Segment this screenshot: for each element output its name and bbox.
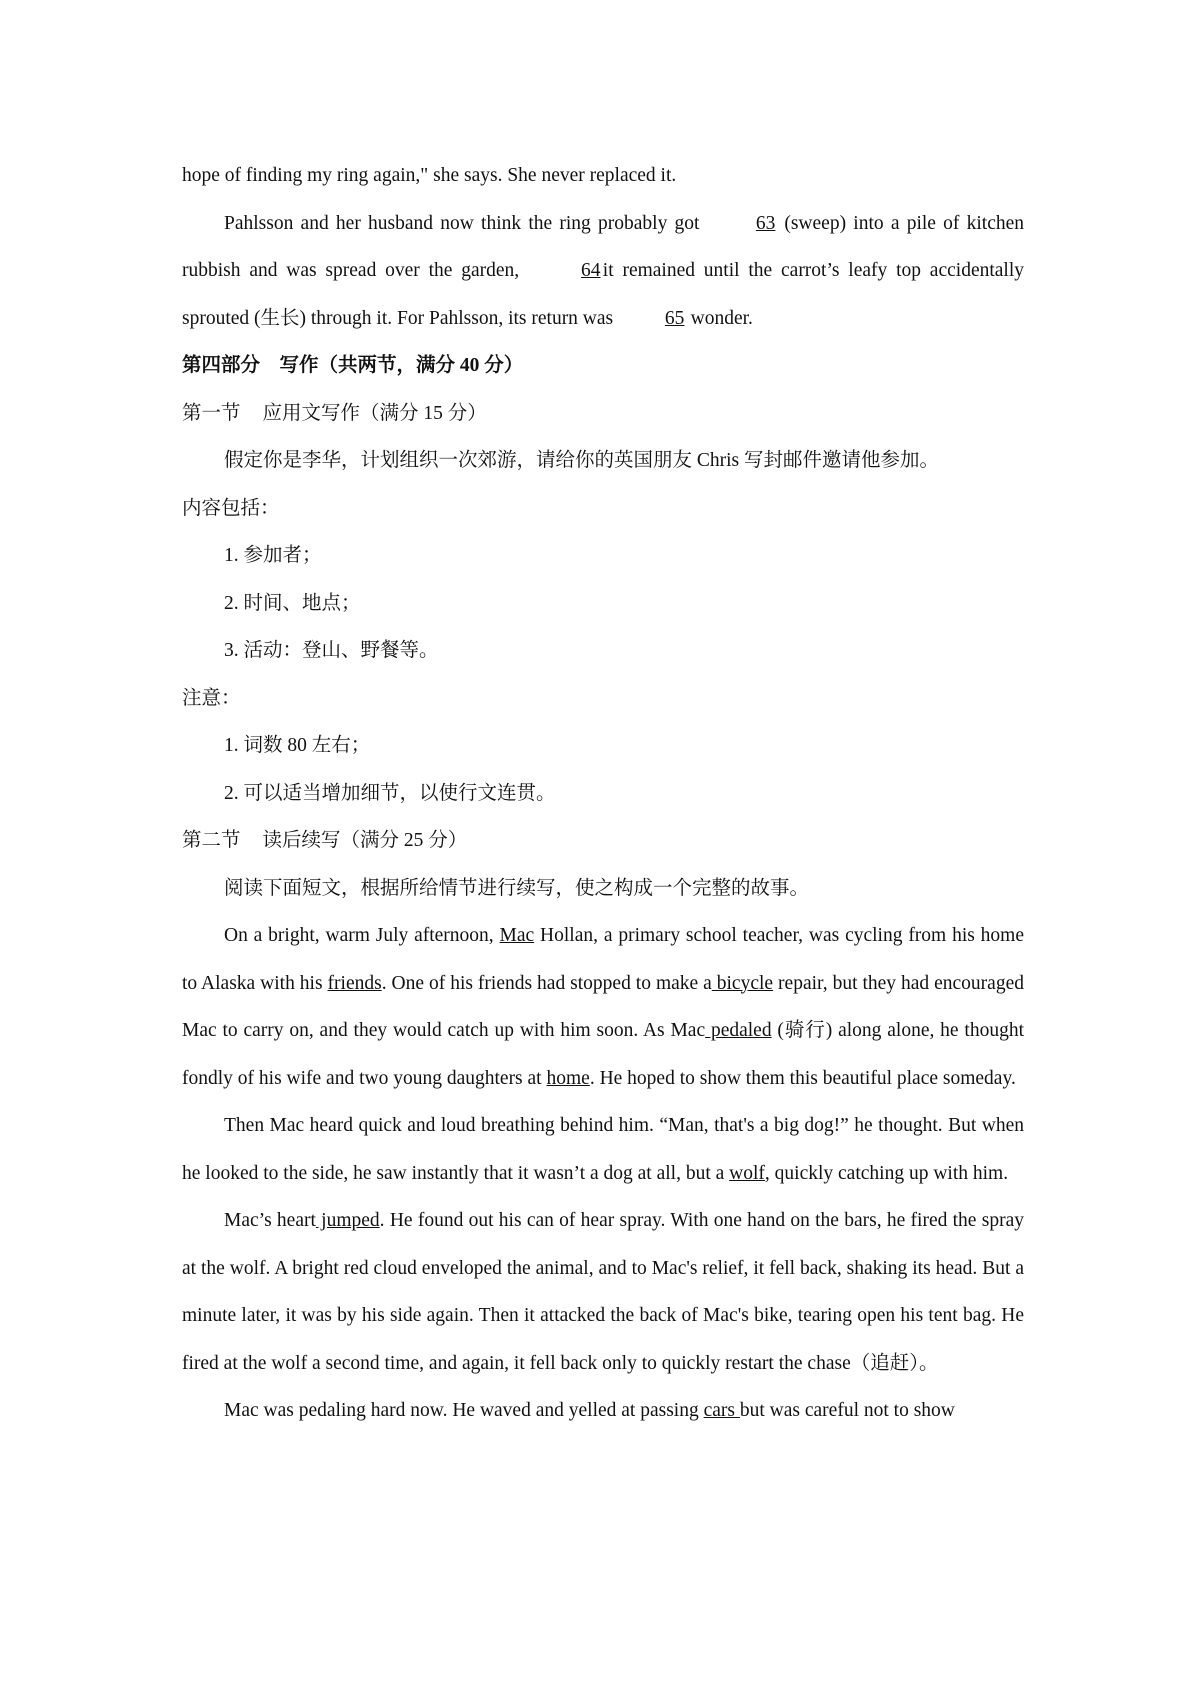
underlined-word: jumped bbox=[315, 1210, 380, 1231]
note-item: 1. 词数 80 左右； bbox=[224, 735, 371, 756]
section1-heading bbox=[182, 390, 1024, 438]
part4-heading: 第四部分 写作（共两节，满分 40 分） bbox=[182, 355, 524, 376]
note-item: 2. 可以适当增加细节，以使行文连贯。 bbox=[224, 782, 556, 804]
blank-64: 64 bbox=[581, 260, 601, 281]
blank-65: 65 bbox=[664, 307, 685, 329]
section1-prompt: 假定你是李华，计划组织一次郊游，请给你的英国朋友 Chris 写封邮件邀请他参加。 bbox=[224, 450, 940, 471]
underlined-word: cars bbox=[703, 1400, 740, 1421]
section2-title: 读后续写（满分 25 分） bbox=[262, 830, 468, 851]
story-text: but was careful not to show bbox=[739, 1400, 955, 1421]
underlined-word: pedaled bbox=[705, 1020, 772, 1041]
story-text: On a bright, warm July afternoon, bbox=[224, 925, 500, 946]
section2-number: 第二节 bbox=[182, 830, 241, 851]
content-item: 2. 时间、地点； bbox=[224, 592, 361, 614]
story-text: . One of his friends had stopped to make a bbox=[381, 972, 712, 994]
story-paragraph-4 bbox=[182, 1387, 1024, 1435]
story-text: Mac’s heart bbox=[224, 1210, 316, 1231]
story-text: (骑行) along alone, he thought fondly of his wife and two young daughters at bbox=[182, 1020, 1024, 1089]
paragraph-text: it remained until the carrot’s leafy top accidentally sprouted (生长) through it. For Pahlsson, its return was bbox=[182, 260, 1025, 329]
section2-instruction: 阅读下面短文，根据所给情节进行续写，使之构成一个完整的故事。 bbox=[224, 877, 810, 899]
story-paragraph-1 bbox=[182, 912, 1024, 1102]
story-paragraph-3 bbox=[182, 1197, 1024, 1387]
story-text: repair, but they had encouraged Mac to carry on, and they would catch up with him soon. As Mac bbox=[182, 972, 1024, 1041]
underlined-word: wolf bbox=[729, 1162, 765, 1184]
content-item: 3. 活动：登山、野餐等。 bbox=[224, 640, 439, 661]
previous-paragraph-tail: hope of finding my ring again," she says. She never replaced it. bbox=[182, 165, 677, 186]
blank-63: 63 bbox=[755, 212, 776, 234]
story-text: Hollan, a primary school teacher, was cycling from his home to Alaska with his bbox=[182, 925, 1024, 994]
paragraph-blanks-63-65 bbox=[182, 200, 1024, 343]
section1-number: 第一节 bbox=[182, 402, 241, 424]
notes-label: 注意： bbox=[182, 687, 241, 709]
underlined-word: friends bbox=[327, 972, 382, 994]
underlined-word: Mac bbox=[499, 925, 535, 946]
paragraph-text: wonder. bbox=[690, 307, 753, 329]
paragraph-text: Pahlsson and her husband now think the ring probably got bbox=[224, 212, 700, 234]
section1-title: 应用文写作（满分 15 分） bbox=[262, 402, 487, 424]
story-text: Mac was pedaling hard now. He waved and yelled at passing bbox=[224, 1400, 704, 1421]
underlined-word: home bbox=[546, 1067, 590, 1089]
story-text: . He found out his can of hear spray. With one hand on the bars, he fired the spray at the wolf. A bright red cloud enveloped the animal, and to Mac's relief, it fell back, shaking its head. But a minute later, it was by his side again. Then it attacked the back of Mac's bike, tearing open his tent bag. He fired at the wolf a second time, and again, it fell back only to quickly restart the chase（追赶）。 bbox=[182, 1210, 1024, 1374]
section2-heading bbox=[182, 817, 1024, 865]
story-text: , quickly catching up with him. bbox=[764, 1162, 1009, 1184]
paragraph-text: (sweep) into a pile of kitchen rubbish and was spread over the garden, bbox=[182, 212, 1025, 281]
underlined-word: bicycle bbox=[711, 972, 774, 994]
content-item: 1. 参加者； bbox=[224, 545, 322, 566]
story-text: . He hoped to show them this beautiful place someday. bbox=[589, 1067, 1016, 1089]
story-text: Then Mac heard quick and loud breathing behind him. “Man, that's a big dog!” he thought. But when he looked to the side, he saw instantly that it wasn’t a dog at all, but a bbox=[182, 1115, 1024, 1184]
document-body bbox=[182, 152, 1024, 1435]
content-label: 内容包括： bbox=[182, 497, 280, 519]
story-paragraph-2 bbox=[182, 1102, 1024, 1197]
